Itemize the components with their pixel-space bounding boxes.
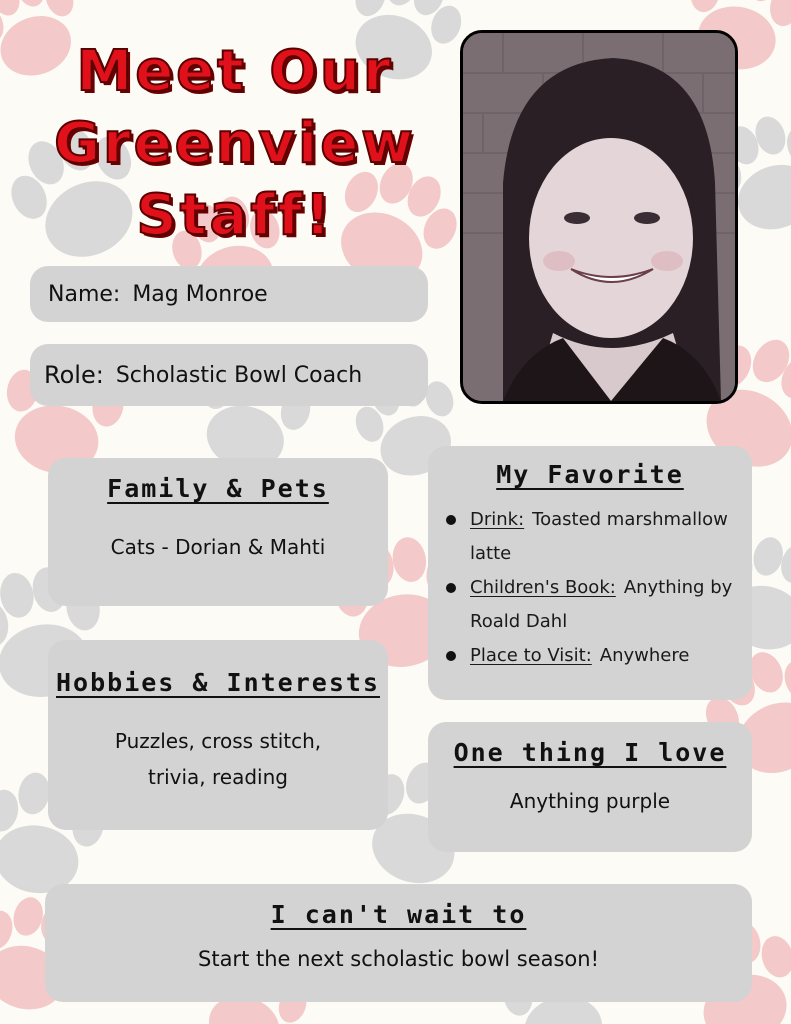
hobbies-line: trivia, reading (148, 765, 288, 789)
page-title (30, 36, 440, 252)
favorite-key: Drink: (470, 509, 525, 530)
favorite-value: Toasted marshmallow latte (470, 509, 728, 564)
wait-text: Start the next scholastic bowl season! (198, 947, 599, 971)
role-label: Role: (44, 361, 104, 389)
name-value: Mag Monroe (132, 281, 268, 307)
hobbies-heading: Hobbies & Interests (56, 668, 380, 697)
name-label: Name: (48, 281, 121, 307)
title-line: Greenview (54, 111, 416, 176)
favorites-list (428, 503, 752, 673)
family-heading: Family & Pets (107, 474, 329, 503)
favorites-heading: My Favorite (496, 460, 684, 489)
favorite-item (444, 571, 734, 639)
love-text: Anything purple (509, 789, 671, 813)
family-pets-card (48, 458, 388, 606)
favorite-value: Anything by Roald Dahl (470, 577, 733, 632)
role-field (30, 344, 428, 406)
staff-photo (460, 30, 738, 404)
favorite-key: Children's Book: (470, 577, 616, 598)
favorite-item (444, 503, 734, 571)
hobbies-line: Puzzles, cross stitch, (114, 729, 322, 753)
title-line: Staff! (136, 183, 334, 248)
hobbies-card (48, 640, 388, 830)
favorite-item (444, 639, 734, 673)
portrait-image (463, 33, 735, 401)
one-thing-love-card (428, 722, 752, 852)
favorites-card (428, 446, 752, 700)
wait-heading: I can't wait to (270, 900, 527, 929)
favorite-value: Anywhere (599, 645, 690, 666)
cant-wait-card (45, 884, 752, 1002)
hobbies-text (48, 723, 388, 795)
love-heading: One thing I love (453, 738, 727, 767)
name-field (30, 266, 428, 322)
favorite-key: Place to Visit: (470, 645, 592, 666)
role-value: Scholastic Bowl Coach (115, 362, 363, 388)
family-text: Cats - Dorian & Mahti (110, 535, 326, 559)
title-line: Meet Our (76, 39, 394, 104)
